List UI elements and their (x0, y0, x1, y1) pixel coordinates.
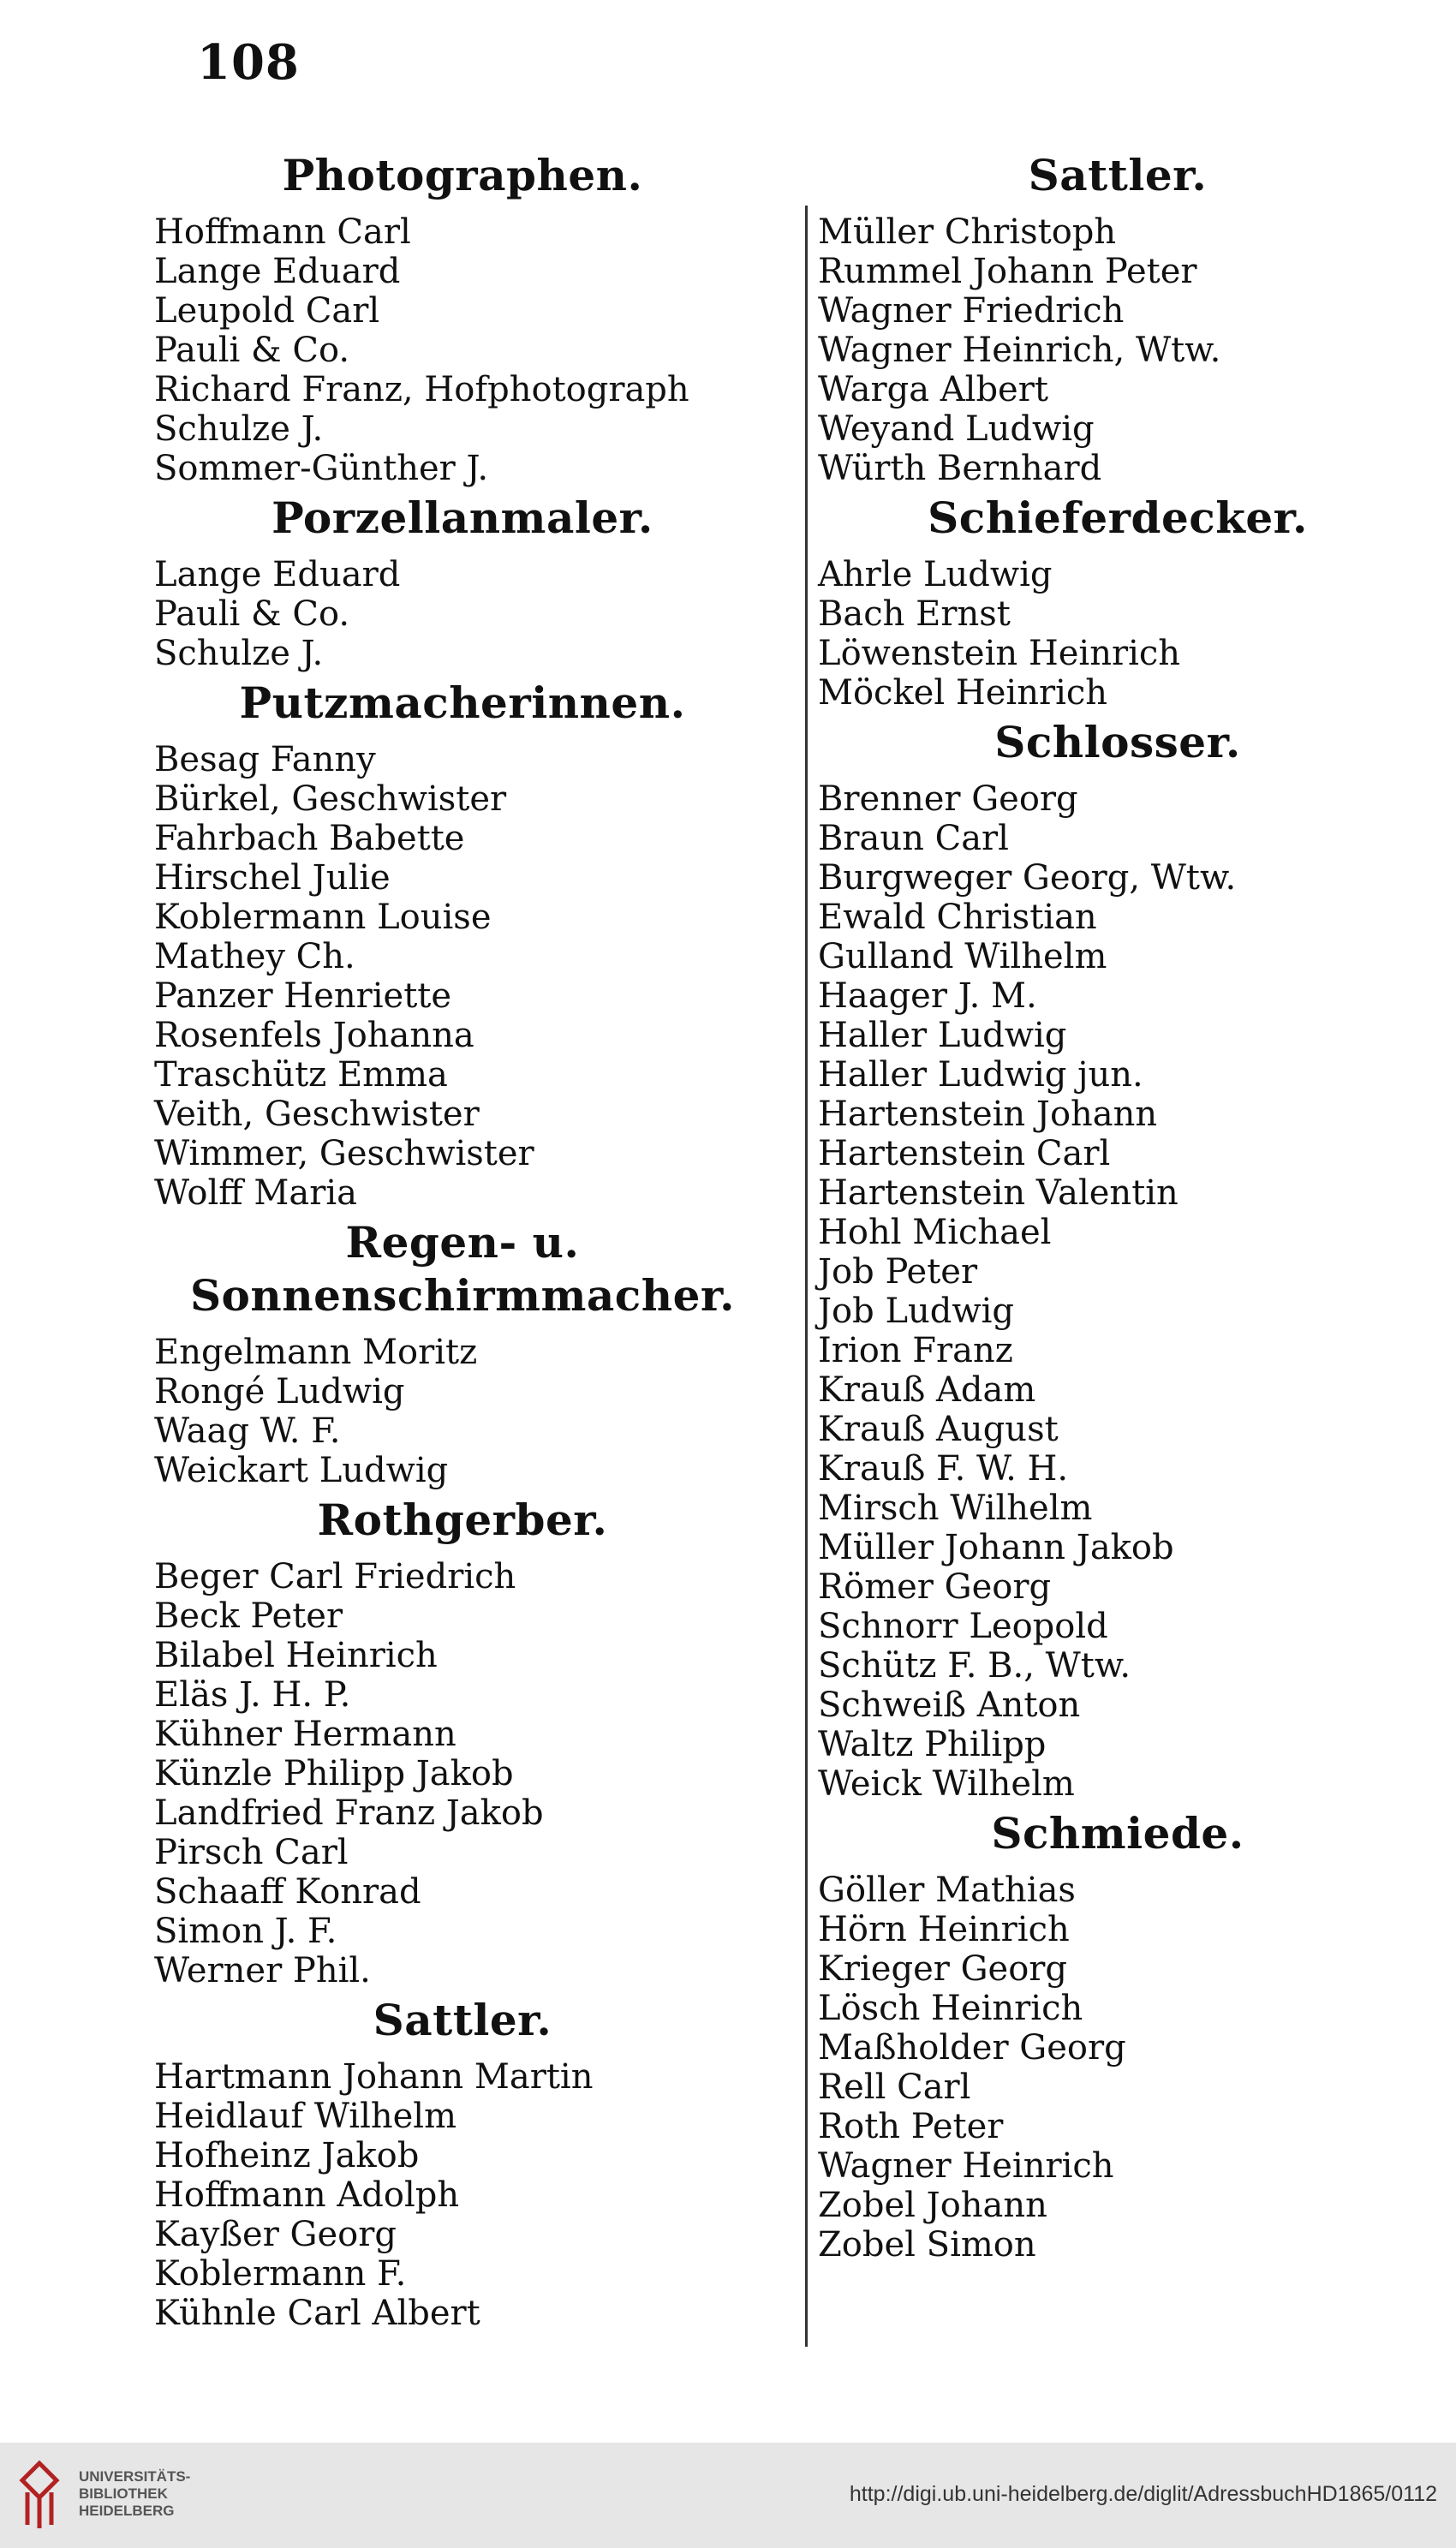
directory-entry: Haller Ludwig (818, 1016, 1067, 1055)
directory-entry: Job Peter (818, 1252, 978, 1292)
directory-entry: Hirschel Julie (154, 858, 391, 898)
directory-entry: Weickart Ludwig (154, 1451, 449, 1490)
directory-entry: Römer Georg (818, 1567, 1052, 1607)
directory-entry: Weick Wilhelm (818, 1764, 1075, 1804)
section-heading: Photographen. (282, 150, 643, 200)
directory-entry: Ewald Christian (818, 898, 1097, 937)
section-heading: Sattler. (1028, 150, 1208, 200)
library-name (79, 2468, 190, 2520)
directory-entry: Wagner Friedrich (818, 291, 1125, 331)
directory-section (154, 492, 788, 673)
directory-entry: Pauli & Co. (154, 594, 350, 634)
directory-section (154, 677, 788, 1213)
section-heading: Sattler. (373, 1995, 552, 2045)
directory-entry: Zobel Simon (818, 2225, 1036, 2265)
directory-entry: Weyand Ludwig (818, 409, 1095, 449)
directory-entry: Fahrbach Babette (154, 819, 465, 858)
directory-entry: Krauß Adam (818, 1370, 1036, 1410)
directory-entry: Kühner Hermann (154, 1715, 456, 1754)
page-number: 108 (197, 34, 300, 91)
library-name-line: HEIDELBERG (79, 2503, 175, 2519)
section-heading: Putzmacherinnen. (239, 677, 686, 728)
directory-entry: Waag W. F. (154, 1411, 341, 1451)
directory-section (818, 492, 1417, 713)
library-logo-icon (15, 2458, 63, 2532)
directory-entry: Pirsch Carl (154, 1833, 349, 1872)
directory-entry: Hoffmann Carl (154, 212, 411, 252)
column-divider (805, 206, 808, 2347)
footer-bar (0, 2443, 1456, 2548)
directory-entry: Kühnle Carl Albert (154, 2294, 480, 2333)
directory-entry: Krauß August (818, 1410, 1059, 1449)
directory-entry: Eläs J. H. P. (154, 1675, 351, 1715)
directory-entry: Schulze J. (154, 409, 324, 449)
library-name-line: BIBLIOTHEK (79, 2485, 168, 2502)
directory-entry: Möckel Heinrich (818, 673, 1108, 713)
directory-entry: Richard Franz, Hofphotograph (154, 370, 689, 409)
directory-entry: Beger Carl Friedrich (154, 1557, 516, 1596)
directory-entry: Panzer Henriette (154, 976, 452, 1016)
directory-entry: Hartenstein Johann (818, 1095, 1158, 1134)
directory-entry: Hoffmann Adolph (154, 2175, 460, 2215)
directory-entry: Warga Albert (818, 370, 1048, 409)
directory-entry: Pauli & Co. (154, 331, 350, 370)
directory-entry: Waltz Philipp (818, 1725, 1047, 1764)
directory-entry: Burgweger Georg, Wtw. (818, 858, 1237, 898)
directory-section (154, 149, 788, 488)
section-heading: Rothgerber. (317, 1495, 608, 1545)
directory-entry: Krieger Georg (818, 1949, 1068, 1989)
directory-entry: Künzle Philipp Jakob (154, 1754, 514, 1793)
directory-entry: Koblermann F. (154, 2254, 407, 2294)
directory-entry: Braun Carl (818, 819, 1009, 858)
directory-entry: Koblermann Louise (154, 898, 492, 937)
directory-entry: Wolff Maria (154, 1173, 357, 1213)
directory-section (818, 149, 1417, 488)
directory-entry: Simon J. F. (154, 1912, 337, 1951)
directory-entry: Schweiß Anton (818, 1686, 1081, 1725)
directory-entry: Rell Carl (818, 2068, 971, 2107)
directory-section (154, 1994, 788, 2333)
directory-entry: Wagner Heinrich, Wtw. (818, 331, 1221, 370)
library-name-line: UNIVERSITÄTS- (79, 2468, 191, 2485)
directory-entry: Haller Ludwig jun. (818, 1055, 1143, 1095)
directory-section (154, 1494, 788, 1990)
directory-entry: Kayßer Georg (154, 2215, 397, 2254)
directory-entry: Müller Christoph (818, 212, 1117, 252)
directory-entry: Heidlauf Wilhelm (154, 2097, 457, 2136)
directory-entry: Wimmer, Geschwister (154, 1134, 534, 1173)
directory-entry: Zobel Johann (818, 2186, 1047, 2225)
directory-entry: Mirsch Wilhelm (818, 1489, 1093, 1528)
directory-entry: Besag Fanny (154, 740, 376, 779)
directory-entry: Schaaff Konrad (154, 1872, 421, 1912)
section-heading: Schmiede. (991, 1808, 1244, 1859)
directory-entry: Rummel Johann Peter (818, 252, 1197, 291)
directory-entry: Leupold Carl (154, 291, 380, 331)
left-column (154, 146, 788, 2333)
right-column (818, 146, 1417, 2265)
directory-entry: Krauß F. W. H. (818, 1449, 1069, 1489)
directory-entry: Rosenfels Johanna (154, 1016, 474, 1055)
directory-entry: Roth Peter (818, 2107, 1004, 2146)
directory-entry: Rongé Ludwig (154, 1372, 405, 1411)
directory-entry: Würth Bernhard (818, 449, 1102, 488)
directory-entry: Gulland Wilhelm (818, 937, 1107, 976)
directory-entry: Maßholder Georg (818, 2028, 1126, 2068)
directory-section (818, 1807, 1417, 2265)
section-heading: Schlosser. (994, 717, 1241, 767)
directory-entry: Landfried Franz Jakob (154, 1793, 544, 1833)
directory-entry: Brenner Georg (818, 779, 1078, 819)
directory-section (154, 1216, 788, 1490)
directory-entry: Sommer-Günther J. (154, 449, 489, 488)
directory-entry: Lange Eduard (154, 252, 401, 291)
directory-entry: Bach Ernst (818, 594, 1011, 634)
directory-entry: Hartmann Johann Martin (154, 2057, 594, 2097)
directory-entry: Engelmann Moritz (154, 1333, 478, 1372)
directory-entry: Mathey Ch. (154, 937, 355, 976)
directory-entry: Veith, Geschwister (154, 1095, 480, 1134)
directory-entry: Hartenstein Valentin (818, 1173, 1179, 1213)
directory-entry: Ahrle Ludwig (818, 555, 1053, 594)
directory-entry: Traschütz Emma (154, 1055, 448, 1095)
source-url-link[interactable]: http://digi.ub.uni-heidelberg.de/diglit/AdressbuchHD1865/0112 (849, 2482, 1437, 2506)
directory-entry: Wagner Heinrich (818, 2146, 1114, 2186)
directory-entry: Beck Peter (154, 1596, 343, 1636)
section-heading: Schieferdecker. (928, 492, 1308, 543)
directory-entry: Löwenstein Heinrich (818, 634, 1181, 673)
directory-entry: Lösch Heinrich (818, 1989, 1083, 2028)
directory-entry: Hohl Michael (818, 1213, 1052, 1252)
directory-entry: Irion Franz (818, 1331, 1013, 1370)
directory-entry: Hartenstein Carl (818, 1134, 1111, 1173)
directory-entry: Werner Phil. (154, 1951, 371, 1990)
directory-entry: Göller Mathias (818, 1871, 1076, 1910)
section-heading: Porzellanmaler. (272, 492, 653, 543)
directory-entry: Bilabel Heinrich (154, 1636, 438, 1675)
directory-entry: Job Ludwig (818, 1292, 1015, 1331)
directory-entry: Schnorr Leopold (818, 1607, 1108, 1646)
directory-section (818, 716, 1417, 1804)
section-heading: Regen- u. Sonnenschirmmacher. (189, 1217, 736, 1321)
directory-entry: Bürkel, Geschwister (154, 779, 507, 819)
directory-entry: Müller Johann Jakob (818, 1528, 1174, 1567)
directory-entry: Haager J. M. (818, 976, 1037, 1016)
directory-entry: Hofheinz Jakob (154, 2136, 420, 2175)
directory-entry: Schütz F. B., Wtw. (818, 1646, 1131, 1686)
directory-entry: Schulze J. (154, 634, 324, 673)
directory-entry: Hörn Heinrich (818, 1910, 1070, 1949)
directory-entry: Lange Eduard (154, 555, 401, 594)
